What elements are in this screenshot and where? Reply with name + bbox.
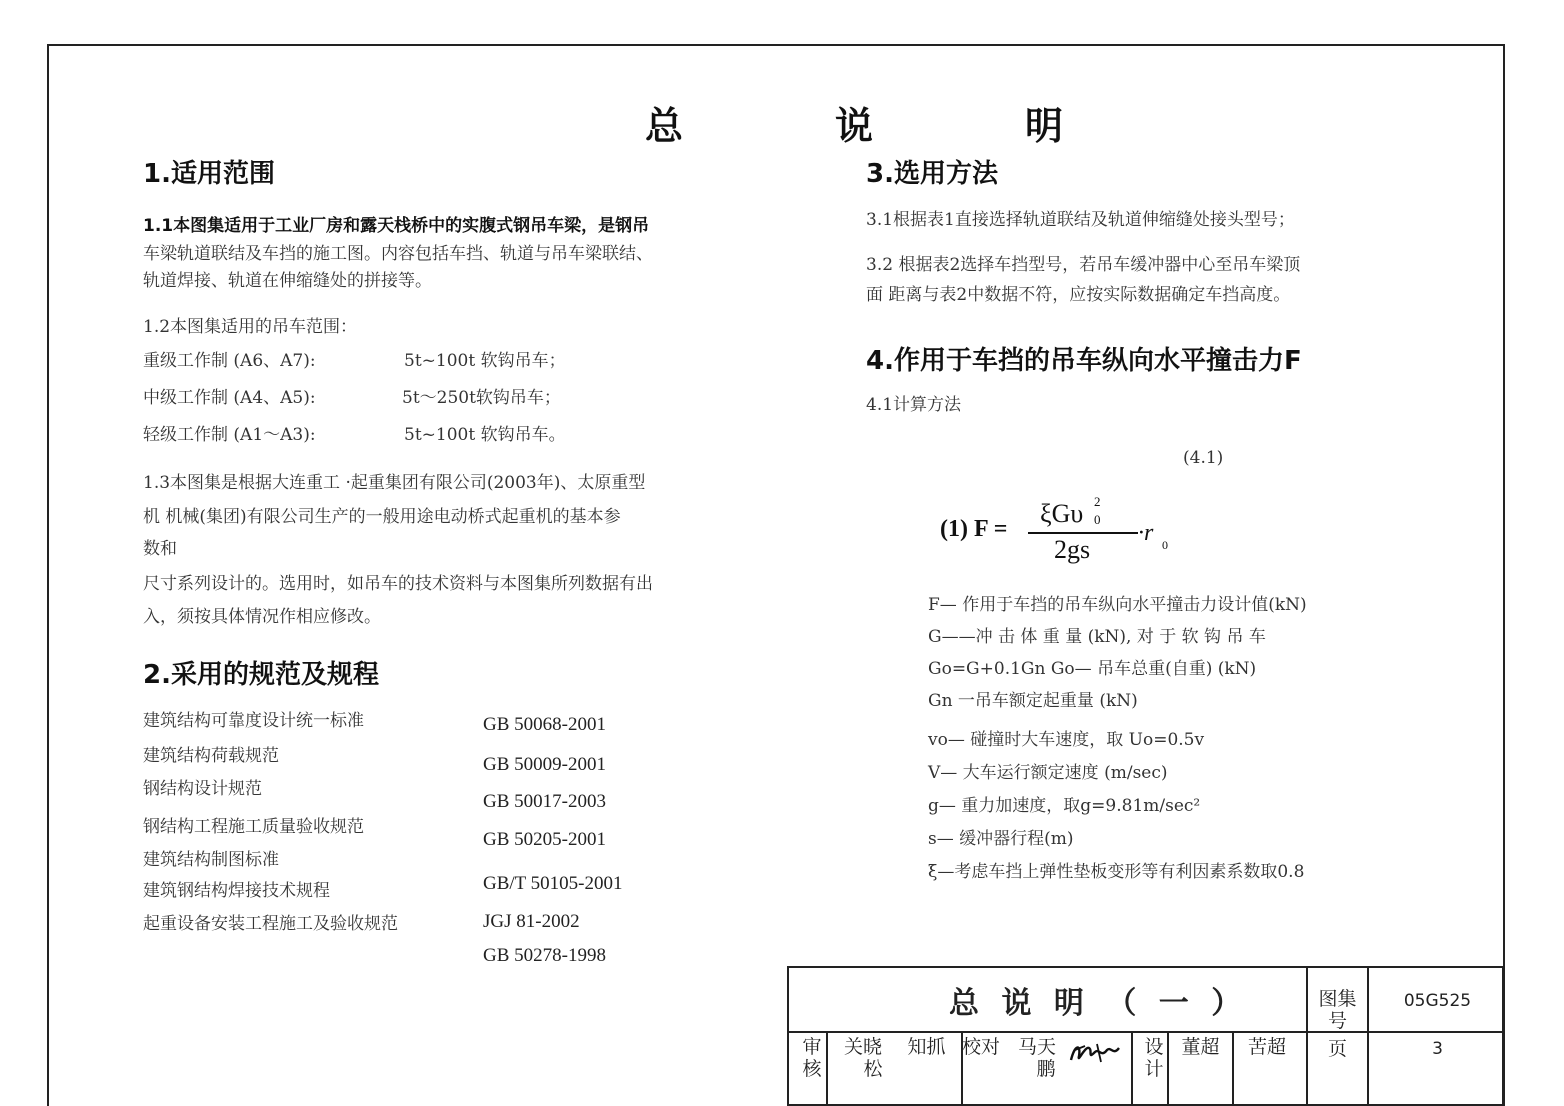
crane-duty-value: 5t～250t软钩吊车； bbox=[402, 388, 561, 408]
checker-name-line-2: 鹏 bbox=[1036, 1058, 1056, 1080]
standard-code: GB 50278-1998 bbox=[483, 945, 606, 966]
definition-line: g— 重力加速度，取g=9.81m/sec² bbox=[928, 796, 1201, 816]
review-label-line-2: 核 bbox=[802, 1058, 822, 1080]
review-label-line-1: 审 bbox=[802, 1036, 822, 1058]
section-4-1: 4.1计算方法 bbox=[866, 395, 962, 415]
check-label: 校对 bbox=[961, 1036, 1000, 1058]
design-label-line-2: 计 bbox=[1144, 1058, 1164, 1080]
formula-denominator: 2gs bbox=[1054, 535, 1091, 564]
section-3-heading: 3.选用方法 bbox=[866, 159, 998, 189]
page-title: 总 说 明 bbox=[645, 104, 1064, 148]
formula-suffix-subscript: 0 bbox=[1162, 538, 1168, 552]
section-1-3-line-4: 尺寸系列设计的。选用时，如吊车的技术资料与本图集所列数据有出 bbox=[143, 574, 653, 594]
standard-code: GB 50205-2001 bbox=[483, 829, 606, 850]
standard-code: JGJ 81-2002 bbox=[483, 911, 580, 932]
crane-duty-value: 5t~100t 软钩吊车； bbox=[404, 351, 566, 371]
section-1-3-line-5: 入，须按具体情况作相应修改。 bbox=[143, 607, 381, 627]
title-block-divider bbox=[1367, 968, 1369, 1104]
section-3-1: 3.1根据表1直接选择轨道联结及轨道伸缩缝处接头型号； bbox=[866, 210, 1295, 230]
crane-duty-label: 轻级工作制 (A1～A3): bbox=[143, 425, 316, 445]
standard-name: 建筑钢结构焊接技术规程 bbox=[143, 881, 330, 901]
section-1-heading: 1.适用范围 bbox=[143, 159, 275, 189]
section-2-heading: 2.采用的规范及规程 bbox=[143, 660, 379, 690]
section-3-2-line-2: 面 距离与表2中数据不符，应按实际数据确定车挡高度。 bbox=[866, 285, 1291, 305]
formula-subscript: 0 bbox=[1094, 512, 1101, 527]
page-label: 页 bbox=[1327, 1038, 1347, 1060]
standard-name: 起重设备安装工程施工及验收规范 bbox=[143, 914, 398, 934]
definition-line: s— 缓冲器行程(m) bbox=[928, 829, 1074, 849]
reviewer-name-line-2: 松 bbox=[863, 1058, 883, 1080]
section-1-3-line-2: 机 机械(集团)有限公司生产的一般用途电动桥式起重机的基本参 bbox=[143, 507, 621, 527]
standard-code: GB 50009-2001 bbox=[483, 754, 606, 775]
checker-name bbox=[1015, 1036, 1059, 1080]
design-label-line-1: 设 bbox=[1144, 1036, 1164, 1058]
standard-name: 钢结构设计规范 bbox=[143, 779, 262, 799]
standard-name: 钢结构工程施工质量验收规范 bbox=[143, 817, 364, 837]
standard-code: GB/T 50105-2001 bbox=[483, 873, 623, 894]
atlas-number-label-line-1: 图集 bbox=[1318, 988, 1357, 1010]
reviewer-name bbox=[835, 1036, 891, 1080]
standard-name: 建筑结构制图标准 bbox=[143, 850, 279, 870]
definition-line: V— 大车运行额定速度 (m/sec) bbox=[928, 763, 1168, 783]
section-1-1-line-1: 1.1本图集适用于工业厂房和露天栈桥中的实腹式钢吊车梁，是钢吊 bbox=[143, 216, 650, 236]
definition-line: Go=G+0.1Gn Go— 吊车总重(自重) (kN) bbox=[928, 659, 1257, 679]
standard-name: 建筑结构荷载规范 bbox=[143, 746, 279, 766]
section-1-1-line-3: 轨道焊接、轨道在伸缩缝处的拼接等。 bbox=[143, 271, 432, 291]
title-block-divider bbox=[1232, 1033, 1234, 1104]
section-1-3-line-3: 数和 bbox=[143, 539, 177, 559]
section-1-3-line-1: 1.3本图集是根据大连重工 ·起重集团有限公司(2003年)、太原重型 bbox=[143, 473, 646, 493]
title-block bbox=[787, 966, 1504, 1106]
standard-code: GB 50017-2003 bbox=[483, 791, 606, 812]
section-4-heading: 4.作用于车挡的吊车纵向水平撞击力F bbox=[866, 346, 1302, 376]
standard-name: 建筑结构可靠度设计统一标准 bbox=[143, 711, 364, 731]
definition-line: F— 作用于车挡的吊车纵向水平撞击力设计值(kN) bbox=[928, 595, 1307, 615]
definition-line: ξ—考虑车挡上弹性垫板变形等有利因素系数取0.8 bbox=[928, 862, 1305, 882]
checker-name-line-1: 马天 bbox=[1017, 1036, 1056, 1058]
design-label bbox=[1144, 1036, 1164, 1080]
formula-numerator: ξGυ bbox=[1040, 499, 1084, 528]
formula-superscript: 2 bbox=[1094, 494, 1101, 509]
definition-line: Gn 一吊车额定起重量 (kN) bbox=[928, 691, 1138, 711]
title-block-divider bbox=[1131, 1033, 1133, 1104]
formula-prefix: (1) F = bbox=[940, 516, 1008, 542]
designer-signature: 苦超 bbox=[1247, 1036, 1286, 1058]
checker-signature-icon bbox=[1067, 1038, 1125, 1068]
section-1-1-line-2: 车梁轨道联结及车挡的施工图。内容包括车挡、轨道与吊车梁联结、 bbox=[143, 244, 653, 264]
designer-name: 董超 bbox=[1181, 1036, 1220, 1058]
definition-line: vo— 碰撞时大车速度，取 Uo=0.5v bbox=[928, 730, 1205, 750]
fraction-bar bbox=[1028, 532, 1138, 534]
section-3-2-line-1: 3.2 根据表2选择车挡型号，若吊车缓冲器中心至吊车梁顶 bbox=[866, 255, 1301, 275]
atlas-number-label bbox=[1308, 988, 1367, 1032]
standard-code: GB 50068-2001 bbox=[483, 714, 606, 735]
crane-duty-label: 中级工作制 (A4、A5): bbox=[143, 388, 316, 408]
drawing-title: 总 说 明 （ 一 ） bbox=[949, 986, 1248, 1021]
definition-line: G——冲 击 体 重 量 (kN), 对 于 软 钩 吊 车 bbox=[928, 627, 1266, 647]
reviewer-name-line-1: 关晓 bbox=[843, 1036, 882, 1058]
title-block-divider bbox=[789, 1031, 1502, 1033]
equation-number: (4.1) bbox=[1183, 448, 1224, 468]
page-number: 3 bbox=[1432, 1039, 1443, 1059]
section-1-2-intro: 1.2本图集适用的吊车范围： bbox=[143, 317, 358, 337]
review-label bbox=[797, 1036, 827, 1080]
atlas-number-label-line-2: 号 bbox=[1327, 1010, 1347, 1032]
reviewer-signature: 知抓 bbox=[907, 1036, 946, 1058]
crane-duty-label: 重级工作制 (A6、A7): bbox=[143, 351, 316, 371]
formula-suffix: ·r bbox=[1138, 520, 1154, 546]
crane-duty-value: 5t~100t 软钩吊车。 bbox=[404, 425, 566, 445]
atlas-number: 05G525 bbox=[1403, 991, 1472, 1011]
